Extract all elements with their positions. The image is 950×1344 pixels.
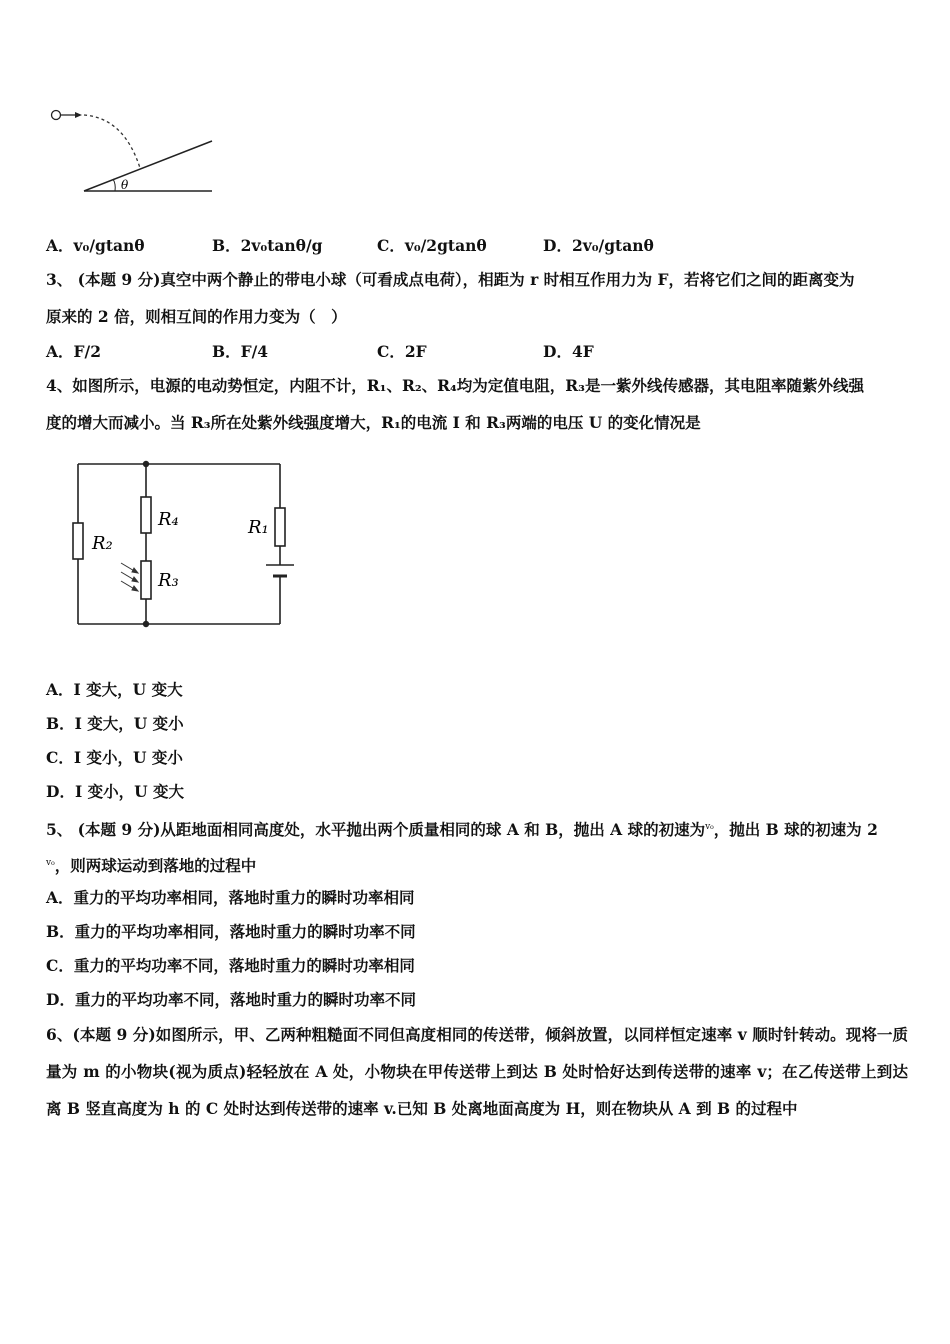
q5-stem-line2: $^{v_0}$，则两球运动到落地的过程中 <box>46 856 257 875</box>
v0-symbol: v₀ <box>705 822 714 832</box>
q5-option-d: D．重力的平均功率不同，落地时重力的瞬时功率不同 <box>46 990 416 1009</box>
resistor-r2 <box>73 523 83 559</box>
q3-option-c: C．2F <box>377 342 427 361</box>
q2-option-a: A．v₀/gtanθ <box>46 236 145 255</box>
resistor-r3 <box>141 561 151 599</box>
q4-option-a: A．I 变大，U 变大 <box>46 680 183 699</box>
q3-stem-line1: 3、 (本题 9 分)真空中两个静止的带电小球（可看成点电荷），相距为 r 时相互作用力为 F，若将它们之间的距离变为 <box>46 270 855 289</box>
angle-label: θ <box>121 178 129 192</box>
q4-option-d: D．I 变小，U 变大 <box>46 782 185 801</box>
q5-stem-line1: 5、 (本题 9 分)从距地面相同高度处，水平抛出两个质量相同的球 A 和 B，抛出 A 球的初速为$^{v_0}$，抛出 B 球的初速为 2 <box>46 820 878 839</box>
uv-light-arrows-icon <box>121 563 138 591</box>
label-r2: R₂ <box>92 533 113 554</box>
q6-stem: 6、(本题 9 分)如图所示，甲、乙两种粗糙面不同但高度相同的传送带，倾斜放置，以同样恒定速率 v 顺时针转动。现将一质量为 m 的小物块(视为质点)轻轻放在 A 处，小物块在甲传送带上到达 B 处时恰好达到传送带的速率 v；在乙传送带上到达离 B 竖直高度为 h 的 C 处时达到传送带的速率 v.已知 B 处离地面高度为 H，则在物块从 A 到 B 的过程中 <box>46 1025 908 1118</box>
label-r4: R₄ <box>158 509 179 530</box>
q5-option-a: A．重力的平均功率相同，落地时重力的瞬时功率相同 <box>46 888 415 907</box>
q2-option-d: D．2v₀/gtanθ <box>543 236 654 255</box>
q3-option-d: D．4F <box>543 342 594 361</box>
q2-option-c: C．v₀/2gtanθ <box>377 236 487 255</box>
ball-icon <box>52 111 61 120</box>
q3-option-a: A．F/2 <box>46 342 101 361</box>
resistor-r1 <box>275 508 285 546</box>
q4-stem-line2: 度的增大而减小。当 R₃所在处紫外线强度增大，R₁的电流 I 和 R₃两端的电压 U 的变化情况是 <box>46 413 701 432</box>
q4-stem-line1: 4、如图所示，电源的电动势恒定，内阻不计，R₁、R₂、R₄均为定值电阻，R₃是一紫外线传感器，其电阻率随紫外线强 <box>46 376 864 395</box>
q4-option-b: B．I 变大，U 变小 <box>46 714 184 733</box>
q3-stem-line2: 原来的 2 倍，则相互间的作用力变为（ ） <box>46 307 347 326</box>
circuit-diagram <box>66 455 296 633</box>
q5-option-b: B．重力的平均功率相同，落地时重力的瞬时功率不同 <box>46 922 416 941</box>
label-r1: R₁ <box>248 517 269 538</box>
q4-option-c: C．I 变小，U 变小 <box>46 748 183 767</box>
q2-option-b: B．2v₀tanθ/g <box>212 236 323 255</box>
v0-symbol-2: v₀ <box>46 858 55 868</box>
resistor-r4 <box>141 497 151 533</box>
q3-option-b: B．F/4 <box>212 342 269 361</box>
projectile-incline-figure <box>44 100 224 200</box>
label-r3: R₃ <box>158 570 179 591</box>
q5-option-c: C．重力的平均功率不同，落地时重力的瞬时功率相同 <box>46 956 415 975</box>
